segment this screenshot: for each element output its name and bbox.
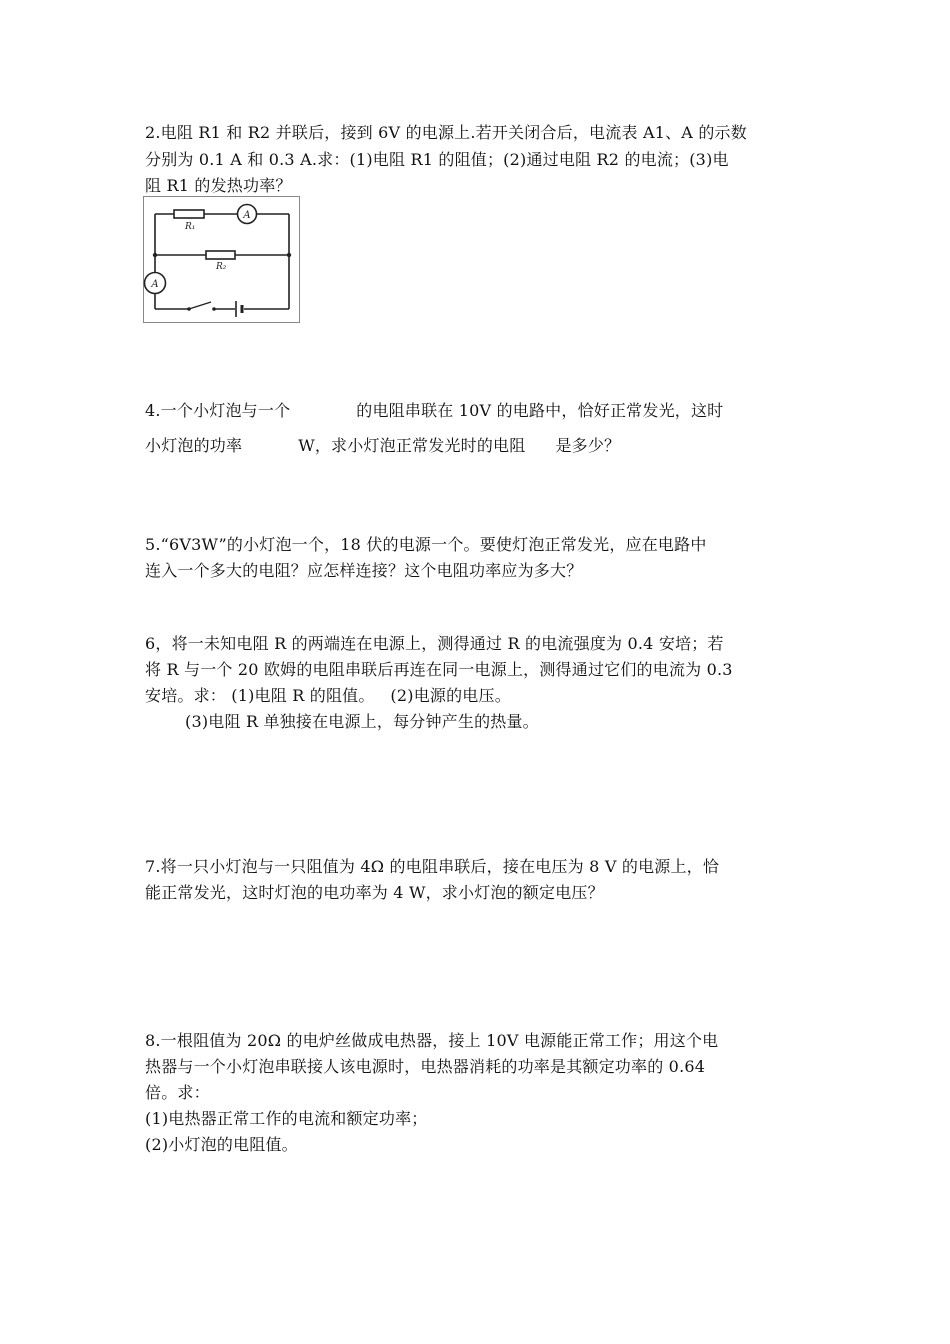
- q7-line-2: 能正常发光，这时灯泡的电功率为 4 W，求小灯泡的额定电压？: [145, 883, 604, 902]
- q4-line-1: [145, 400, 723, 422]
- q6-line-3: 安培。求： (1)电阻 R 的阻值。 (2)电源的电压。: [145, 686, 511, 705]
- q6-line-1: 6，将一未知电阻 R 的两端连在电源上，测得通过 R 的电流强度为 0.4 安培；若: [145, 634, 724, 653]
- q2-line-2: 分别为 0.1 A 和 0.3 A.求：(1)电阻 R1 的阻值；(2)通过电阻 R2 的电流；(3)电: [145, 150, 729, 169]
- junction-left: [153, 253, 157, 257]
- q4-line-2-middle: W，求小灯泡正常发光时的电阻: [298, 436, 526, 455]
- ammeter-a-label: A: [151, 279, 159, 290]
- q8-line-1: 8.一根阻值为 20Ω 的电炉丝做成电热器，接上 10V 电源能正常工作；用这个电: [145, 1031, 719, 1050]
- q8-line-2: 热器与一个小灯泡串联接人该电源时，电热器消耗的功率是其额定功率的 0.64: [145, 1057, 706, 1076]
- q4-line-2-end: 是多少？: [555, 436, 621, 455]
- q6-line-4: (3)电阻 R 单独接在电源上，每分钟产生的热量。: [185, 712, 539, 731]
- ammeter-a1-label: A: [243, 210, 251, 221]
- q8-line-4: (1)电热器正常工作的电流和额定功率；: [145, 1109, 428, 1128]
- r2-label: R₂: [216, 262, 227, 272]
- resistor-r1: [174, 210, 204, 218]
- q2-line-1: 2.电阻 R1 和 R2 并联后，接到 6V 的电源上.若开关闭合后，电流表 A1、A 的示数: [145, 123, 747, 142]
- r1-label: R₁: [185, 222, 196, 232]
- q5-line-2: 连入一个多大的电阻？应怎样连接？这个电阻功率应为多大？: [145, 561, 583, 580]
- q4-line-1-end: 的电阻串联在 10V 的电路中，恰好正常发光，这时: [356, 401, 724, 420]
- q4-line-2-start: 小灯泡的功率: [145, 436, 243, 455]
- junction-right: [287, 253, 291, 257]
- q8-line-5: (2)小灯泡的电阻值。: [145, 1135, 298, 1154]
- q7-line-1: 7.将一只小灯泡与一只阻值为 4Ω 的电阻串联后，接在电压为 8 V 的电源上，恰: [145, 857, 720, 876]
- q4-line-1-start: 4.一个小灯泡与一个: [145, 401, 291, 420]
- resistor-r2: [206, 251, 235, 259]
- q8-line-3: 倍。求：: [145, 1083, 210, 1102]
- q5-line-1: 5.“6V3W”的小灯泡一个，18 伏的电源一个。要使灯泡正常发光，应在电路中: [145, 535, 707, 554]
- q2-line-3: 阻 R1 的发热功率？: [145, 176, 292, 195]
- circuit-diagram: [143, 196, 300, 323]
- q4-line-2: [145, 435, 620, 457]
- q6-line-2: 将 R 与一个 20 欧姆的电阻串联后再连在同一电源上，测得通过它们的电流为 0.3: [145, 660, 733, 679]
